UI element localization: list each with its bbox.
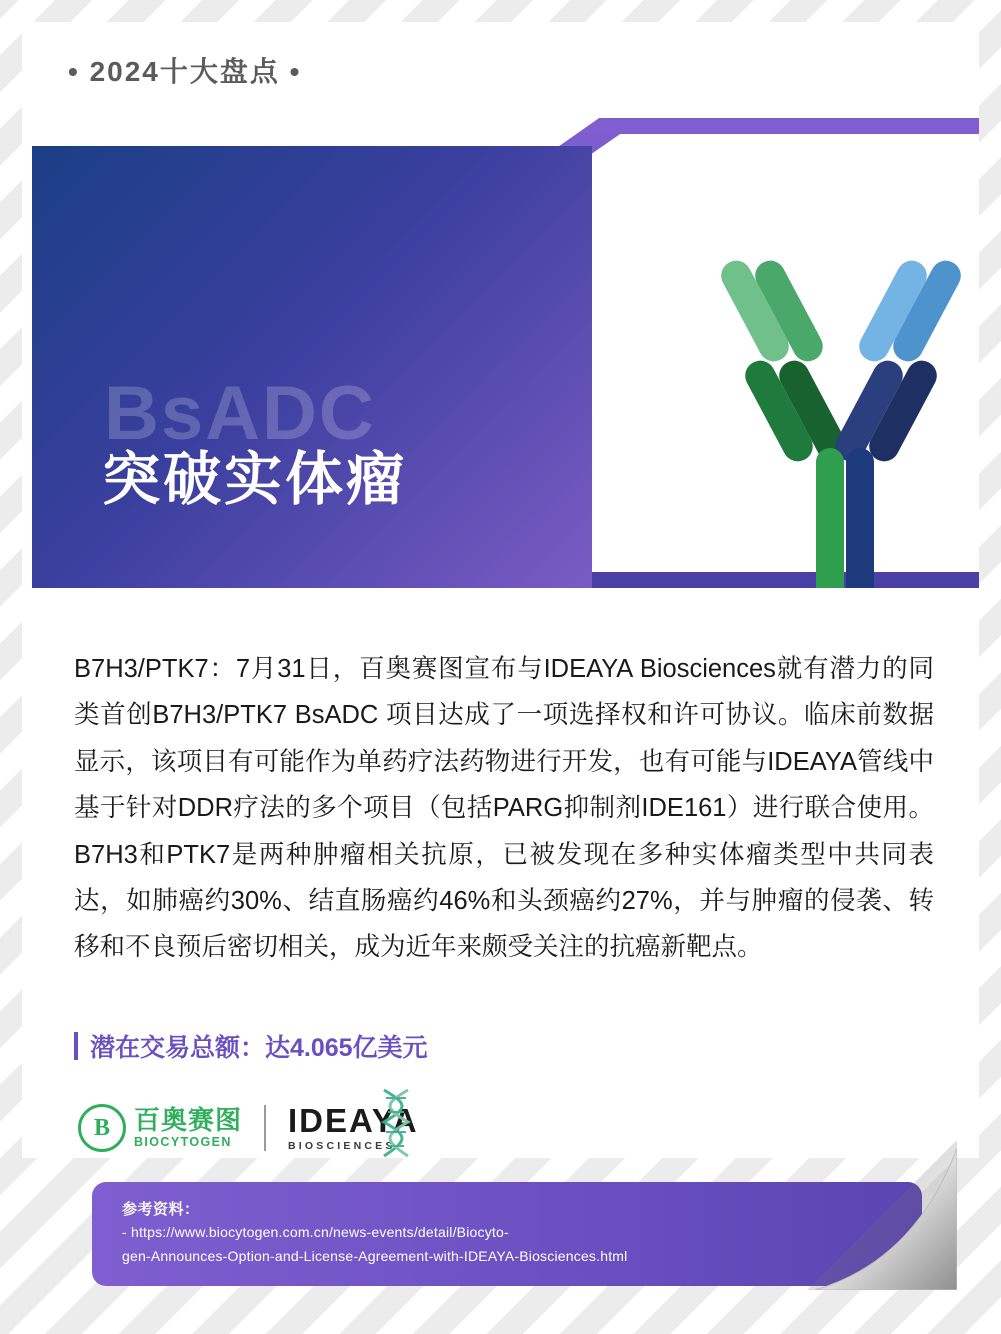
logo-divider xyxy=(264,1105,266,1151)
header-title: • 2024十大盘点 • xyxy=(68,56,302,87)
hero-headline: 突破实体瘤 xyxy=(102,447,408,512)
highlight-bar-icon xyxy=(74,1032,78,1060)
logo-row xyxy=(78,1096,419,1160)
biocytogen-mark-icon: B xyxy=(78,1104,126,1152)
poster-sheet xyxy=(22,22,979,1312)
hero-left-gradient-panel xyxy=(32,146,592,588)
hero-banner xyxy=(22,118,979,588)
hero-watermark: BsADC xyxy=(104,371,376,456)
deal-highlight xyxy=(74,1028,934,1064)
highlight-text: 潜在交易总额：达4.065亿美元 xyxy=(90,1034,428,1062)
ideaya-subtitle: BIOSCIENCES xyxy=(288,1140,396,1152)
antibody-icon xyxy=(712,248,972,588)
biocytogen-name-en: BIOCYTOGEN xyxy=(134,1134,232,1149)
logo-ideaya xyxy=(288,1104,419,1152)
reference-box xyxy=(92,1182,922,1286)
dna-helix-icon xyxy=(376,1088,416,1160)
biocytogen-name-cn: 百奥赛图 xyxy=(134,1105,243,1136)
body-section xyxy=(22,588,979,1158)
reference-title: 参考资料： xyxy=(122,1201,200,1218)
body-paragraph: B7H3/PTK7：7月31日，百奥赛图宣布与IDEAYA Biosciences就有潜力的同类首创B7H3/PTK7 BsADC 项目达成了一项选择权和许可协议。临床前数据显示，该项目有可能作为单药疗法药物进行开发，也有可能与IDEAYA管线中基于针对DDR疗法的多个项目（包括PARG抑制剂IDE161）进行联合使用。B7H3和PTK7是两种肿瘤相关抗原，已被发现在多种实体瘤类型中共同表达，如肺癌约30%、结直肠癌约46%和头颈癌约27%，并与肿瘤的侵袭、转移和不良预后密切相关，成为近年来颇受关注的抗癌新靶点。 xyxy=(74,655,934,962)
ideaya-name: IDEAYA xyxy=(288,1102,419,1139)
reference-link-line-1[interactable]: - https://www.biocytogen.com.cn/news-events/detail/Biocyto- xyxy=(122,1224,509,1240)
poster-header xyxy=(22,22,979,118)
reference-link-line-2[interactable]: gen-Announces-Option-and-License-Agreement-with-IDEAYA-Biosciences.html xyxy=(122,1248,628,1264)
logo-biocytogen xyxy=(78,1104,242,1152)
